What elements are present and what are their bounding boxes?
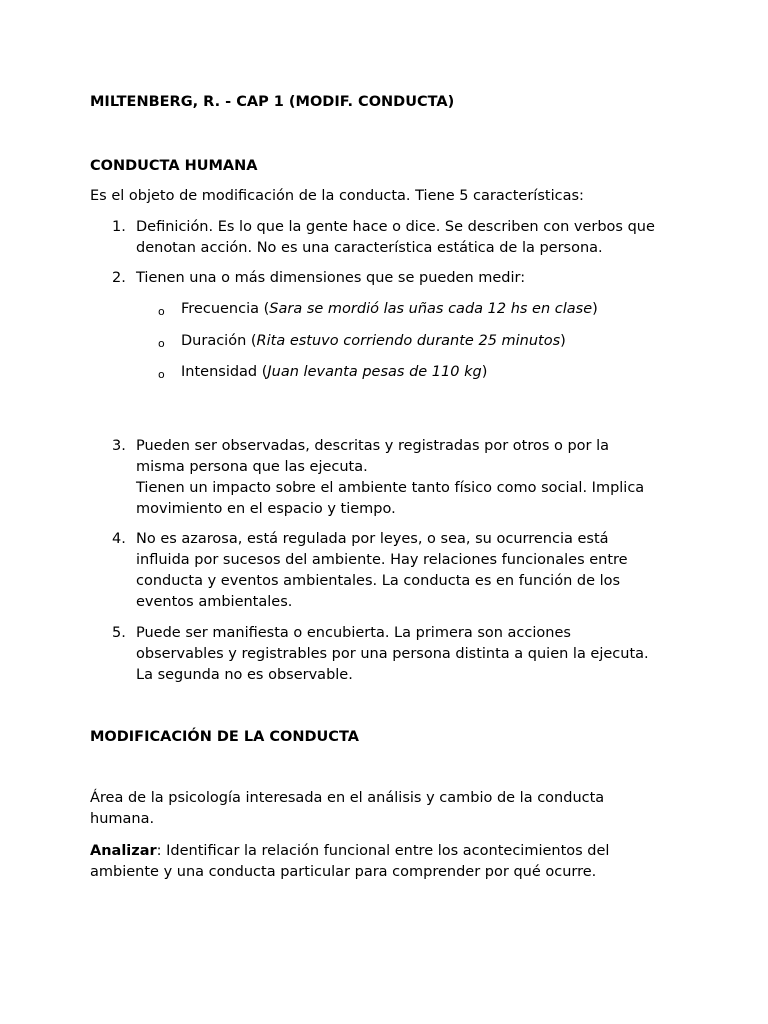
sub-item-close: ) <box>592 301 598 317</box>
text-line: La segunda no es observable. <box>136 667 353 683</box>
sub-item-label: Duración ( <box>181 333 257 349</box>
list-item-2 <box>112 268 682 289</box>
text-line: No es azarosa, está regulada por leyes, o sea, su ocurrencia está <box>136 531 609 547</box>
sub-item-close: ) <box>560 333 566 349</box>
list-number: 3. <box>112 438 126 454</box>
sub-item-label: Intensidad ( <box>181 364 268 380</box>
text-line: humana. <box>90 811 155 827</box>
list-item-3 <box>112 436 682 520</box>
bullet-icon: o <box>158 337 165 350</box>
list-number: 1. <box>112 219 126 235</box>
list-item-text <box>136 217 682 259</box>
sub-item-example: Rita estuvo corriendo durante 25 minutos <box>256 333 561 349</box>
text-line: Tienen una o más dimensiones que se pueden medir: <box>136 270 526 286</box>
list-item-text <box>136 623 682 686</box>
document-title: MILTENBERG, R. - CAP 1 (MODIF. CONDUCTA) <box>90 94 455 110</box>
sub-item-text <box>181 331 566 354</box>
sub-item-duracion <box>158 331 658 354</box>
text-line: eventos ambientales. <box>136 594 293 610</box>
list-item-text <box>136 436 682 520</box>
list-item-text <box>136 529 682 613</box>
bullet-icon: o <box>158 305 165 318</box>
text-line: Definición. Es lo que la gente hace o dice. Se describen con verbos que <box>136 219 655 235</box>
text-line: influida por sucesos del ambiente. Hay relaciones funcionales entre <box>136 552 628 568</box>
list-item-text <box>136 268 682 289</box>
text-line: Pueden ser observadas, descritas y registradas por otros o por la <box>136 438 610 454</box>
sub-item-label: Frecuencia ( <box>181 301 270 317</box>
list-item-5 <box>112 623 682 686</box>
section-intro: Es el objeto de modificación de la conducta. Tiene 5 características: <box>90 188 584 204</box>
text-line: Puede ser manifiesta o encubierta. La primera son acciones <box>136 625 571 641</box>
list-item-4 <box>112 529 682 613</box>
text-line: Tienen un impacto sobre el ambiente tanto físico como social. Implica <box>136 480 645 496</box>
sub-item-frecuencia <box>158 299 658 322</box>
text-line: movimiento en el espacio y tiempo. <box>136 501 396 517</box>
section2-paragraph-2 <box>90 841 680 883</box>
text-line: denotan acción. No es una característica estática de la persona. <box>136 240 603 256</box>
text-line: observables y registrables por una persona distinta a quien la ejecuta. <box>136 646 649 662</box>
text-line <box>90 841 680 862</box>
bullet-icon: o <box>158 368 165 381</box>
text-line: conducta y eventos ambientales. La conducta es en función de los <box>136 573 621 589</box>
section-heading-conducta-humana: CONDUCTA HUMANA <box>90 158 258 174</box>
text-line: ambiente y una conducta particular para comprender por qué ocurre. <box>90 864 597 880</box>
term-analizar: Analizar <box>90 843 157 859</box>
text-line: Área de la psicología interesada en el análisis y cambio de la conducta <box>90 790 605 806</box>
sub-item-example: Sara se mordió las uñas cada 12 hs en clase <box>269 301 593 317</box>
sub-item-text <box>181 299 598 322</box>
section2-paragraph-1 <box>90 788 680 830</box>
sub-item-close: ) <box>481 364 488 380</box>
definition-text: : Identificar la relación funcional entre los acontecimientos del <box>156 843 610 859</box>
text-line: misma persona que las ejecuta. <box>136 459 368 475</box>
sub-item-text <box>181 362 487 385</box>
list-item-1 <box>112 217 682 259</box>
sub-item-example: Juan levanta pesas de 110 kg <box>267 364 482 380</box>
list-number: 4. <box>112 531 126 547</box>
sub-item-intensidad <box>158 362 658 385</box>
list-number: 2. <box>112 270 126 286</box>
section-heading-modificacion: MODIFICACIÓN DE LA CONDUCTA <box>90 729 359 745</box>
list-number: 5. <box>112 625 126 641</box>
